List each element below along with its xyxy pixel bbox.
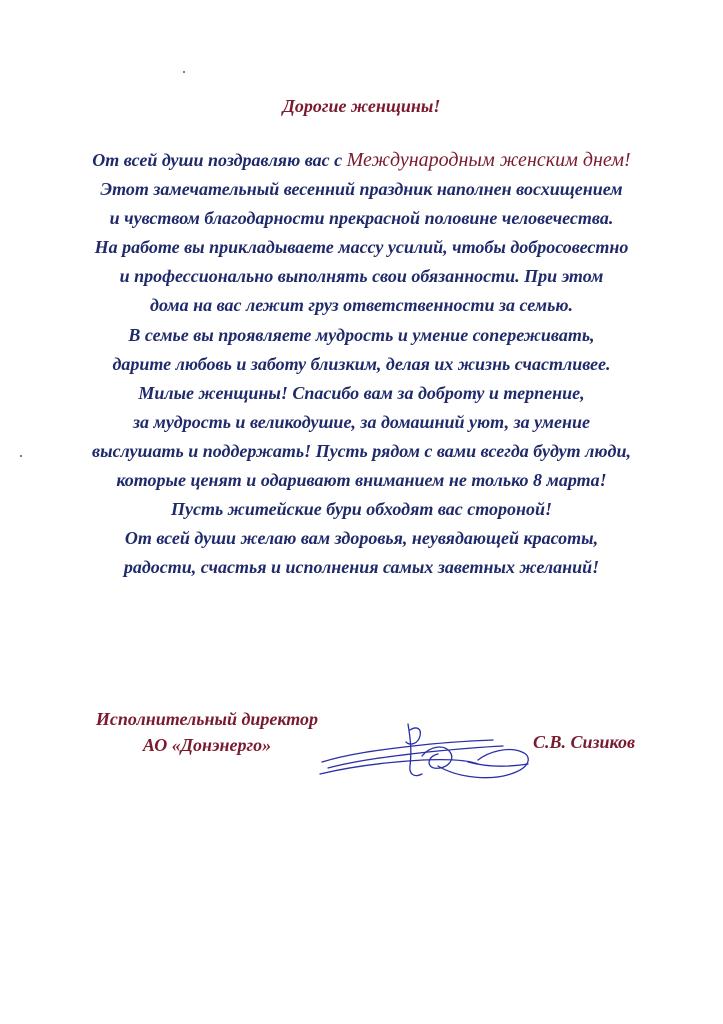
signer-position: [62, 706, 352, 758]
letter-line: Этот замечательный весенний праздник наполнен восхищением: [100, 179, 623, 200]
letter-line: Милые женщины! Спасибо вам за доброту и терпение,: [138, 382, 585, 403]
scan-speck: [183, 71, 185, 73]
letter-line: которые ценят и одаривают вниманием не только 8 марта!: [116, 470, 607, 491]
signer-name: С.В. Сизиков: [533, 732, 636, 752]
letter-line: радости, счастья и исполнения самых заветных желаний!: [123, 557, 600, 578]
letter-line: и профессионально выполнять свои обязанности. При этом: [119, 266, 604, 287]
letter-line: [20, 146, 703, 175]
letter-line: От всей души желаю вам здоровья, неувядающей красоты,: [124, 528, 599, 549]
letter-line-start: От всей души поздравляю вас с: [92, 150, 347, 170]
letter-line: и чувством благодарности прекрасной половине человечества.: [109, 208, 614, 229]
signer-title: Исполнительный директор: [95, 709, 319, 729]
letter-line: На работе вы прикладываете массу усилий, чтобы добросовестно: [94, 237, 629, 258]
letter-line: дарите любовь и заботу близким, делая их жизнь счастливее.: [112, 353, 611, 374]
letter-line: Пусть житейские бури обходят вас стороной!: [170, 499, 553, 520]
letter-line: В семье вы проявляете мудрость и умение сопереживать,: [128, 324, 595, 345]
letter-body: [20, 146, 703, 582]
holiday-name: Международным женским днем!: [346, 149, 631, 171]
signer-company: АО «Донэнерго»: [142, 735, 272, 755]
letter-line: выслушать и поддержать! Пусть рядом с вами всегда будут люди,: [92, 440, 631, 461]
letter-line: за мудрость и великодушие, за домашний уют, за умение: [133, 411, 590, 432]
handwritten-signature: [318, 716, 538, 786]
letter-greeting: Дорогие женщины!: [282, 96, 441, 116]
letter-line: дома на вас лежит груз ответственности за семью.: [150, 295, 573, 316]
